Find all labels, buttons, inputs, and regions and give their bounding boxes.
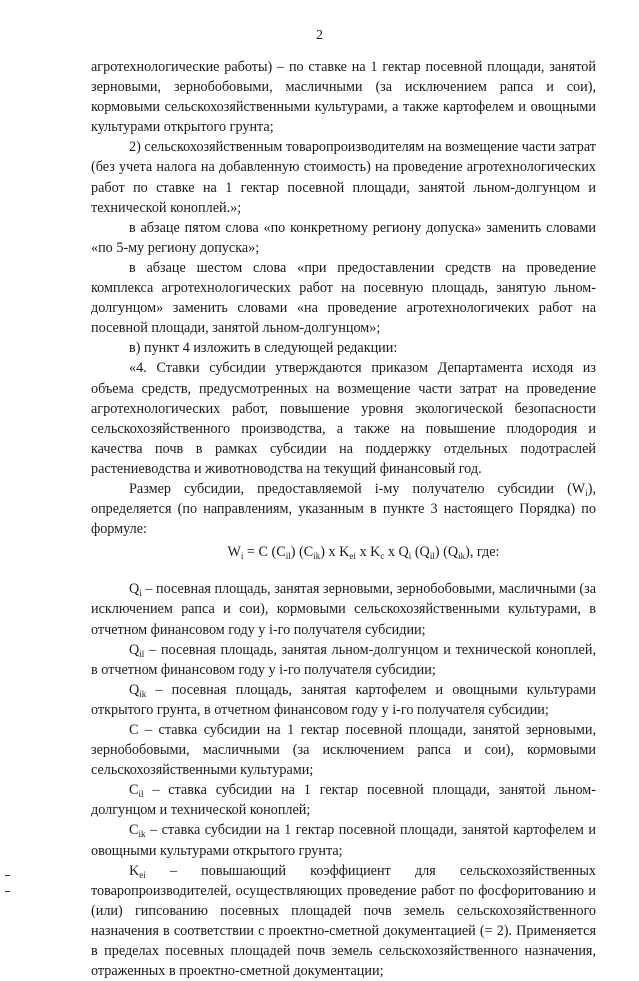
definition-kei: $K_{ei}$ – повышающий коэффициент для сельскохозяйственных товаропроизводителей, осуществляющих проведение работ по фосфоритованию и (или) гипсованию посевных площадей почв земель сельскохозяйственного назначения в соответствии с проектно-сметной документацией (= 2). Применяется в пределах посевных площадей почв земель сельскохозяйственного назначения, отраженных в проектно-сметной документации; bbox=[91, 862, 596, 980]
paragraph-subsidy-size: Размер субсидии, предоставляемой i-му получателю субсидии $(W_i)$, определяется (по направлениям, указанным в пункте 3 настоящего Порядка) по формуле: bbox=[91, 480, 596, 538]
margin-mark bbox=[5, 875, 10, 876]
page-number: 2 bbox=[316, 28, 323, 43]
definition-qi: $Q_i$ – посевная площадь, занятая зерновыми, зернобобовыми, масличными (за исключением рапса и сои), кормовыми сельскохозяйственными культурами, в отчетном финансовом году у i-го получателя субсидии; bbox=[91, 581, 596, 638]
definition-cik: $C_{ik}$ – ставка субсидии на 1 гектар посевной площади, занятой картофелем и овощными культурами открытого грунта; bbox=[91, 822, 596, 859]
subsidy-formula: $W_i = C$ $(C_{il})$ $(C_{ik})$ x $K_{ei}$ x $K_c$ x $Q_i$ $(Q_{il})$ $(Q_{ik})$, где: bbox=[227, 544, 500, 562]
paragraph-clause-4: «4. Ставки субсидии утверждаются приказом Департамента исходя из объема средств, предусмотренных на возмещение части затрат на проведение агротехнологических работ, повышение уровня экологической безопасности сельскохозяйственного производства, а также на повышение плодородия и качества почв в рамках субсидии на поддержку отдельных подотраслей растениеводства и животноводства на текущий финансовый год. bbox=[91, 360, 596, 477]
paragraph-amend-fifth: в абзаце пятом слова «по конкретному региону допуска» заменить словами «по 5-му региону допуска»; bbox=[91, 219, 596, 256]
paragraph-amend-sixth: в абзаце шестом слова «при предоставлении средств на проведение комплекса агротехнологических работ на посевную площадь, занятую льном-долгунцом» заменить словами «на проведение агротехнологичеких работ на посевной площади, занятой льном-долгунцом»; bbox=[91, 259, 596, 337]
definition-qik: $Q_{ik}$ – посевная площадь, занятая картофелем и овощными культурами открытого грунта, в отчетном финансовом году у i-го получателя субсидии; bbox=[91, 681, 596, 718]
paragraph-continuation: агротехнологические работы) – по ставке на 1 гектар посевной площади, занятой зерновыми, зернобобовыми, масличными (за исключением рапса и сои), кормовыми сельскохозяйственными культурами, а также картофелем и овощными культурами открытого грунта; bbox=[91, 59, 596, 136]
paragraph-item-v: в) пункт 4 изложить в следующей редакции: bbox=[129, 340, 398, 357]
margin-mark bbox=[5, 891, 10, 892]
definition-cil: $C_{il}$ – ставка субсидии на 1 гектар посевной площади, занятой льном-долгунцом и технической коноплей; bbox=[91, 782, 596, 819]
document-body bbox=[91, 57, 596, 981]
paragraph-item-2: 2) сельскохозяйственным товаропроизводителям на возмещение части затрат (без учета налога на добавленную стоимость) на проведение агротехнологических работ по ставке на 1 гектар посевной площади, занятой льном-долгунцом и технической коноплей.»; bbox=[91, 139, 596, 216]
definition-qil: $Q_{il}$ – посевная площадь, занятая льном-долгунцом и технической коноплей, в отчетном финансовом году у i-го получателя субсидии; bbox=[91, 641, 596, 678]
definition-c: C – ставка субсидии на 1 гектар посевной площади, занятой зерновыми, зернобобовыми, масличными (за исключением рапса и сои), кормовыми сельскохозяйственными культурами; bbox=[91, 722, 596, 779]
